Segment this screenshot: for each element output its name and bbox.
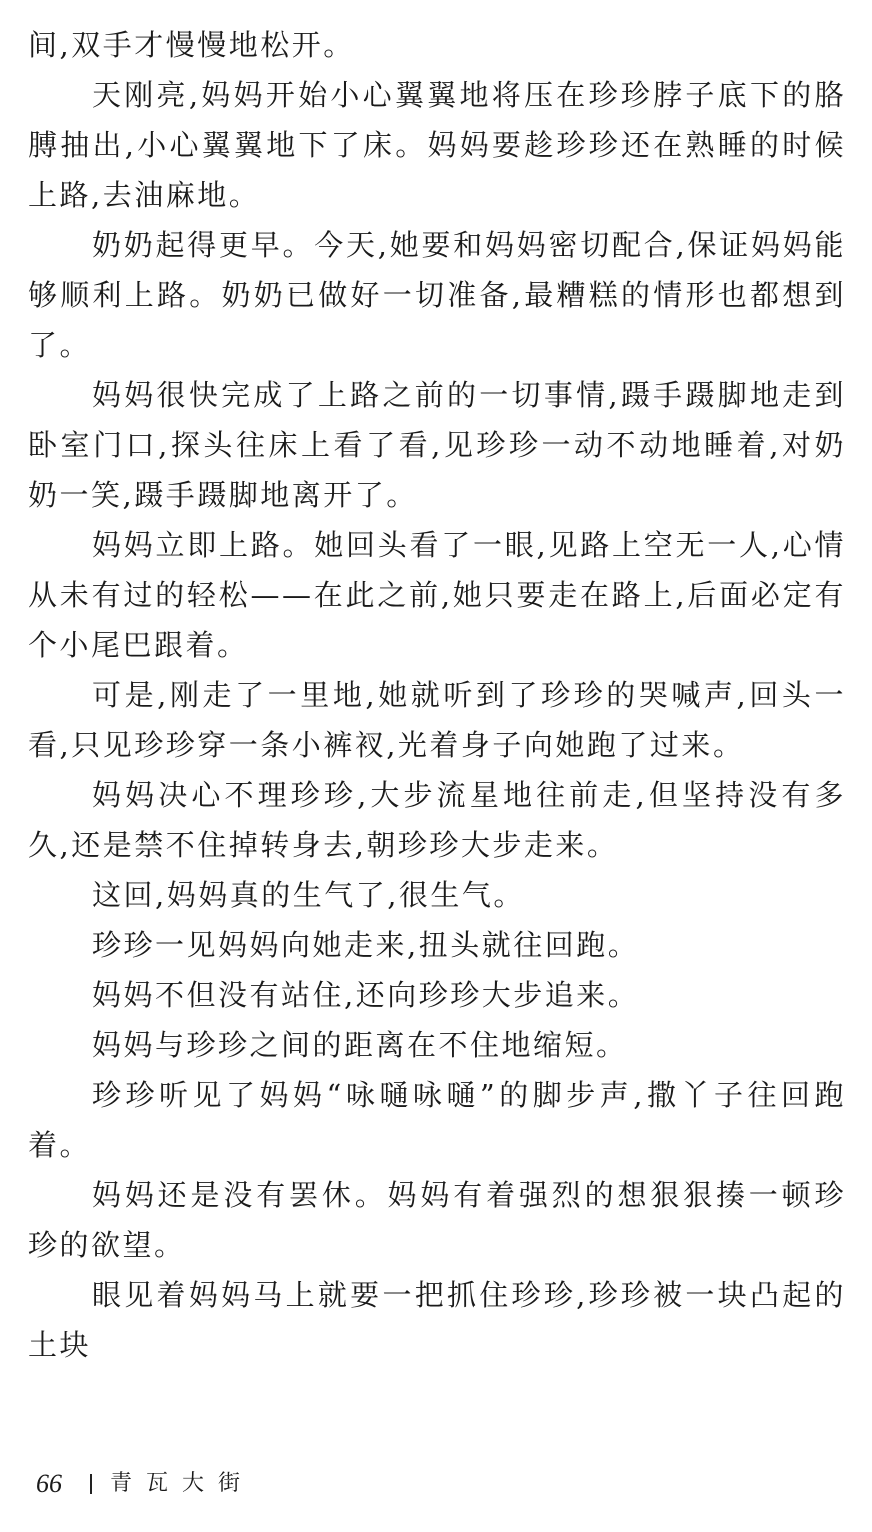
paragraph: 妈妈决心不理珍珍,大步流星地往前走,但坚持没有多久,还是禁不住掉转身去,朝珍珍大步走来。 [28,778,847,862]
page-footer [36,1466,846,1502]
page-number: 66 [36,1469,62,1498]
paragraph: 这回,妈妈真的生气了,很生气。 [92,878,525,912]
page-body [28,20,846,1370]
paragraph: 可是,刚走了一里地,她就听到了珍珍的哭喊声,回头一看,只见珍珍穿一条小裤衩,光着身子向她跑了过来。 [28,678,846,762]
paragraph: 奶奶起得更早。今天,她要和妈妈密切配合,保证妈妈能够顺利上路。奶奶已做好一切准备,最糟糕的情形也都想到了。 [28,228,846,362]
paragraph: 妈妈不但没有站住,还向珍珍大步追来。 [92,978,640,1012]
paragraph: 妈妈立即上路。她回头看了一眼,见路上空无一人,心情从未有过的轻松——在此之前,她只要走在路上,后面必定有个小尾巴跟着。 [28,528,846,662]
paragraph: 珍珍一见妈妈向她走来,扭头就往回跑。 [92,928,640,962]
paragraph: 妈妈还是没有罢休。妈妈有着强烈的想狠狠揍一顿珍珍的欲望。 [28,1178,846,1262]
paragraph: 天刚亮,妈妈开始小心翼翼地将压在珍珍脖子底下的胳膊抽出,小心翼翼地下了床。妈妈要趁珍珍还在熟睡的时候上路,去油麻地。 [28,78,846,212]
paragraph: 妈妈很快完成了上路之前的一切事情,蹑手蹑脚地走到卧室门口,探头往床上看了看,见珍珍一动不动地睡着,对奶奶一笑,蹑手蹑脚地离开了。 [28,378,846,512]
paragraph: 妈妈与珍珍之间的距离在不住地缩短。 [92,1028,628,1062]
paragraph: 间,双手才慢慢地松开。 [28,28,355,62]
book-title: 青瓦大街 [110,1471,255,1496]
paragraph: 眼见着妈妈马上就要一把抓住珍珍,珍珍被一块凸起的土块 [28,1278,846,1362]
paragraph: 珍珍听见了妈妈“咏嗵咏嗵”的脚步声,撒丫子往回跑着。 [28,1078,846,1162]
footer-divider [90,1474,92,1494]
